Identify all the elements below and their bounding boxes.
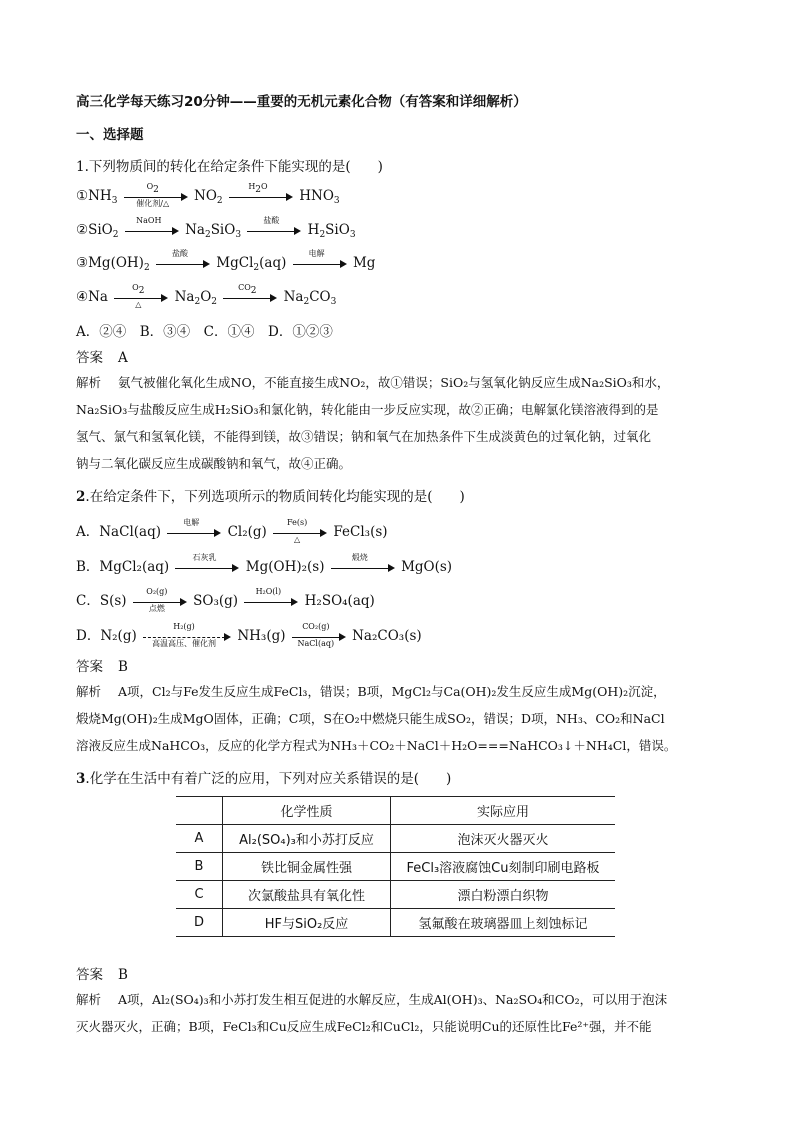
- reaction-arrow-icon: $O_2$ △: [114, 291, 168, 305]
- reaction-arrow-icon: 盐酸: [156, 257, 210, 271]
- reaction-arrow-icon: $CO_2$: [223, 291, 277, 305]
- table-header-row: [176, 797, 615, 825]
- reaction-arrow-icon: NaOH: [125, 224, 179, 238]
- reaction-arrow-icon: CO₂(g) NaCl(aq): [292, 630, 346, 644]
- reaction-arrow-icon: H₂O(l): [244, 595, 298, 609]
- q2-option-b: B．MgCl₂(aq) 石灰乳 Mg(OH)₂(s) 煅烧 MgO(s): [76, 552, 453, 575]
- reaction-arrow-icon: H₂(g) 高温高压、催化剂: [143, 630, 231, 644]
- q1-item-2: ②SiO$_2$ NaOH $Na_2SiO_3$ 盐酸 $H_2SiO_3$: [76, 215, 356, 240]
- table-row: [176, 881, 615, 909]
- table-cell: 泡沫灭火器灭火: [391, 825, 616, 853]
- table-cell: D: [176, 909, 223, 937]
- q2-option-c: C．S(s) O₂(g) 点燃 SO₃(g) H₂O(l) H₂SO₄(aq): [76, 586, 375, 613]
- q3-explanation-line: 解析 A项，Al₂(SO₄)₃和小苏打发生相互促进的水解反应，生成Al(OH)₃、Na₂SO₄和CO₂，可以用于泡沫: [76, 992, 668, 1007]
- q3-explanation-line: 灭火器灭火，正确；B项，FeCl₃和Cu反应生成FeCl₂和CuCl₂，只能说明Cu的还原性比Fe²⁺强，并不能: [76, 1019, 652, 1034]
- reaction-arrow-icon: $O_2$ 催化剂/△: [124, 190, 188, 204]
- table-row: [176, 909, 615, 937]
- reaction-arrow-icon: 电解: [167, 526, 221, 540]
- reaction-arrow-icon: Fe(s) △: [273, 526, 327, 540]
- q2-stem: 2.在给定条件下，下列选项所示的物质间转化均能实现的是( ): [76, 489, 465, 505]
- reaction-arrow-icon: 盐酸: [247, 224, 301, 238]
- table-header-cell: 化学性质: [223, 797, 391, 825]
- table-cell: 氢氟酸在玻璃器皿上刻蚀标记: [391, 909, 616, 937]
- document-title: 高三化学每天练习20分钟——重要的无机元素化合物（有答案和详细解析）: [76, 94, 527, 110]
- reaction-arrow-icon: 煅烧: [331, 561, 395, 575]
- table-row: [176, 825, 615, 853]
- table-cell: 次氯酸盐具有氧化性: [223, 881, 391, 909]
- table-cell: 铁比铜金属性强: [223, 853, 391, 881]
- q2-explanation-line: 煅烧Mg(OH)₂生成MgO固体，正确；C项，S在O₂中燃烧只能生成SO₂，错误；D项，NH₃、CO₂和NaCl: [76, 711, 665, 726]
- q3-stem: 3.化学在生活中有着广泛的应用，下列对应关系错误的是( ): [76, 771, 452, 787]
- q1-explanation-line: 钠与二氧化碳反应生成碳酸钠和氧气，故④正确。: [76, 456, 352, 471]
- q1-item-1: $①NH_3$ $O_2$ 催化剂/△ $NO_2$ $H_2O$ $HNO_3$: [76, 181, 340, 208]
- q2-option-d: D．N₂(g) H₂(g) 高温高压、催化剂 NH₃(g) CO₂(g) NaCl(aq) Na₂CO₃(s): [76, 621, 422, 648]
- q3-answer: 答案 B: [76, 967, 128, 983]
- table-header-cell: 实际应用: [391, 797, 616, 825]
- section-heading: 一、选择题: [76, 127, 144, 143]
- q1-explanation-line: 氢气、氯气和氢氧化镁，不能得到镁，故③错误；钠和氧气在加热条件下生成淡黄色的过氧化钠，过氧化: [76, 429, 652, 444]
- q1-explanation-line: Na₂SiO₃与盐酸反应生成H₂SiO₃和氯化钠，转化能由一步反应实现，故②正确；电解氯化镁溶液得到的是: [76, 402, 659, 417]
- table-header-cell: [176, 797, 223, 825]
- reaction-arrow-icon: $H_2O$: [229, 190, 293, 204]
- q1-explanation-line: 解析 氨气被催化氧化生成NO，不能直接生成NO₂，故①错误；SiO₂与氢氧化钠反应生成Na₂SiO₃和水，: [76, 375, 670, 390]
- q2-explanation-line: 溶液反应生成NaHCO₃，反应的化学方程式为NH₃＋CO₂＋NaCl＋H₂O===NaHCO₃↓＋NH₄Cl，错误。: [76, 738, 677, 753]
- table-cell: Al₂(SO₄)₃和小苏打反应: [223, 825, 391, 853]
- q1-options: A．②④ B．③④ C．①④ D．①②③: [76, 324, 333, 340]
- reaction-arrow-icon: 电解: [293, 257, 347, 271]
- q3-table: [176, 796, 615, 937]
- table-cell: 漂白粉漂白织物: [391, 881, 616, 909]
- q2-answer: 答案 B: [76, 659, 128, 675]
- q2-explanation-line: 解析 A项，Cl₂与Fe发生反应生成FeCl₃，错误；B项，MgCl₂与Ca(OH)₂发生反应生成Mg(OH)₂沉淀，: [76, 684, 666, 699]
- table-row: [176, 853, 615, 881]
- q1-item-3: $③Mg(OH)_2$ 盐酸 MgCl$_2$(aq) 电解 Mg: [76, 248, 376, 273]
- table-cell: A: [176, 825, 223, 853]
- table-cell: B: [176, 853, 223, 881]
- table-cell: HF与SiO₂反应: [223, 909, 391, 937]
- q1-stem: 1.下列物质间的转化在给定条件下能实现的是( ): [76, 159, 383, 175]
- q1-answer: 答案 A: [76, 350, 128, 366]
- q1-item-4: ④Na $O_2$ △ $Na_2O_2$ $CO_2$ $Na_2CO_3$: [76, 282, 337, 309]
- reaction-arrow-icon: 石灰乳: [175, 561, 239, 575]
- reaction-arrow-icon: O₂(g) 点燃: [133, 595, 187, 609]
- q2-option-a: A．NaCl(aq) 电解 Cl₂(g) Fe(s) △ FeCl₃(s): [76, 517, 388, 544]
- table-cell: C: [176, 881, 223, 909]
- table-cell: FeCl₃溶液腐蚀Cu刻制印刷电路板: [391, 853, 616, 881]
